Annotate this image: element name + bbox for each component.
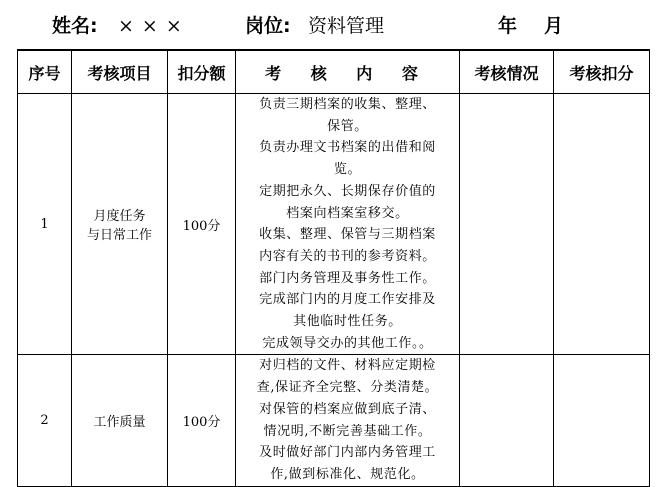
deduction-amount: 100分 <box>168 355 236 486</box>
name-label: 姓名: <box>52 15 98 37</box>
deduction-amount: 100分 <box>168 94 236 355</box>
col-header-deduction: 扣分额 <box>168 50 236 94</box>
content-line: 作,做到标准化、规范化。 <box>270 466 425 482</box>
col-header-no: 序号 <box>18 50 72 94</box>
assessment-content <box>236 355 460 486</box>
item-line: 与日常工作 <box>86 228 152 244</box>
content-line: 保管。 <box>327 118 368 134</box>
assessment-status-cell[interactable] <box>460 94 554 355</box>
table-header-row <box>18 50 650 94</box>
content-line: 完成领导交办的其他工作。。 <box>262 335 433 351</box>
content-line: 对归档的文件、材料应定期检 <box>259 358 436 374</box>
item-line: 工作质量 <box>93 415 146 431</box>
content-line: 档案向档案室移交。 <box>286 205 409 221</box>
content-line: 定期把永久、长期保存价值的 <box>259 183 436 199</box>
assessment-content <box>236 94 460 355</box>
post-label: 岗位: <box>245 15 291 37</box>
col-header-status: 考核情况 <box>460 50 554 94</box>
form-header <box>0 12 661 42</box>
month-label: 月 <box>544 15 564 37</box>
content-line: 览。 <box>333 162 362 178</box>
content-line: 负责办理文书档案的出借和阅 <box>259 140 436 156</box>
item-line: 月度任务 <box>93 209 146 225</box>
year-label: 年 <box>498 15 518 37</box>
content-line: 负责三期档案的收集、整理、 <box>259 97 436 112</box>
content-line: 内容有关的书刊的参考资料。 <box>259 248 436 264</box>
assessment-item <box>72 355 168 486</box>
assessment-score-cell[interactable] <box>554 355 650 486</box>
post-value: 资料管理 <box>308 15 385 37</box>
content-line: 部门内务管理及事务性工作。 <box>259 270 436 286</box>
assessment-item <box>72 94 168 355</box>
name-value: ××× <box>118 15 190 37</box>
row-number: 1 <box>18 94 72 355</box>
col-header-item: 考核项目 <box>72 50 168 94</box>
content-line: 及时做好部门内部内务管理工 <box>259 445 436 461</box>
content-line: 其他临时性任务。 <box>293 314 402 330</box>
content-line: 对保管的档案应做到底子清、 <box>259 401 436 417</box>
assessment-score-cell[interactable] <box>554 94 650 355</box>
table-row <box>18 355 650 486</box>
content-line: 完成部门内的月度工作安排及 <box>259 292 436 308</box>
assessment-status-cell[interactable] <box>460 355 554 486</box>
content-line: 情况明,不断完善基础工作。 <box>263 423 432 439</box>
col-header-content: 考 核 内 容 <box>236 50 460 94</box>
col-header-score: 考核扣分 <box>554 50 650 94</box>
table-row <box>18 94 650 355</box>
assessment-table <box>17 49 650 487</box>
content-line: 查,保证齐全完整、分类清楚。 <box>256 380 439 396</box>
row-number: 2 <box>18 355 72 486</box>
content-line: 收集、整理、保管与三期档案 <box>259 227 436 243</box>
